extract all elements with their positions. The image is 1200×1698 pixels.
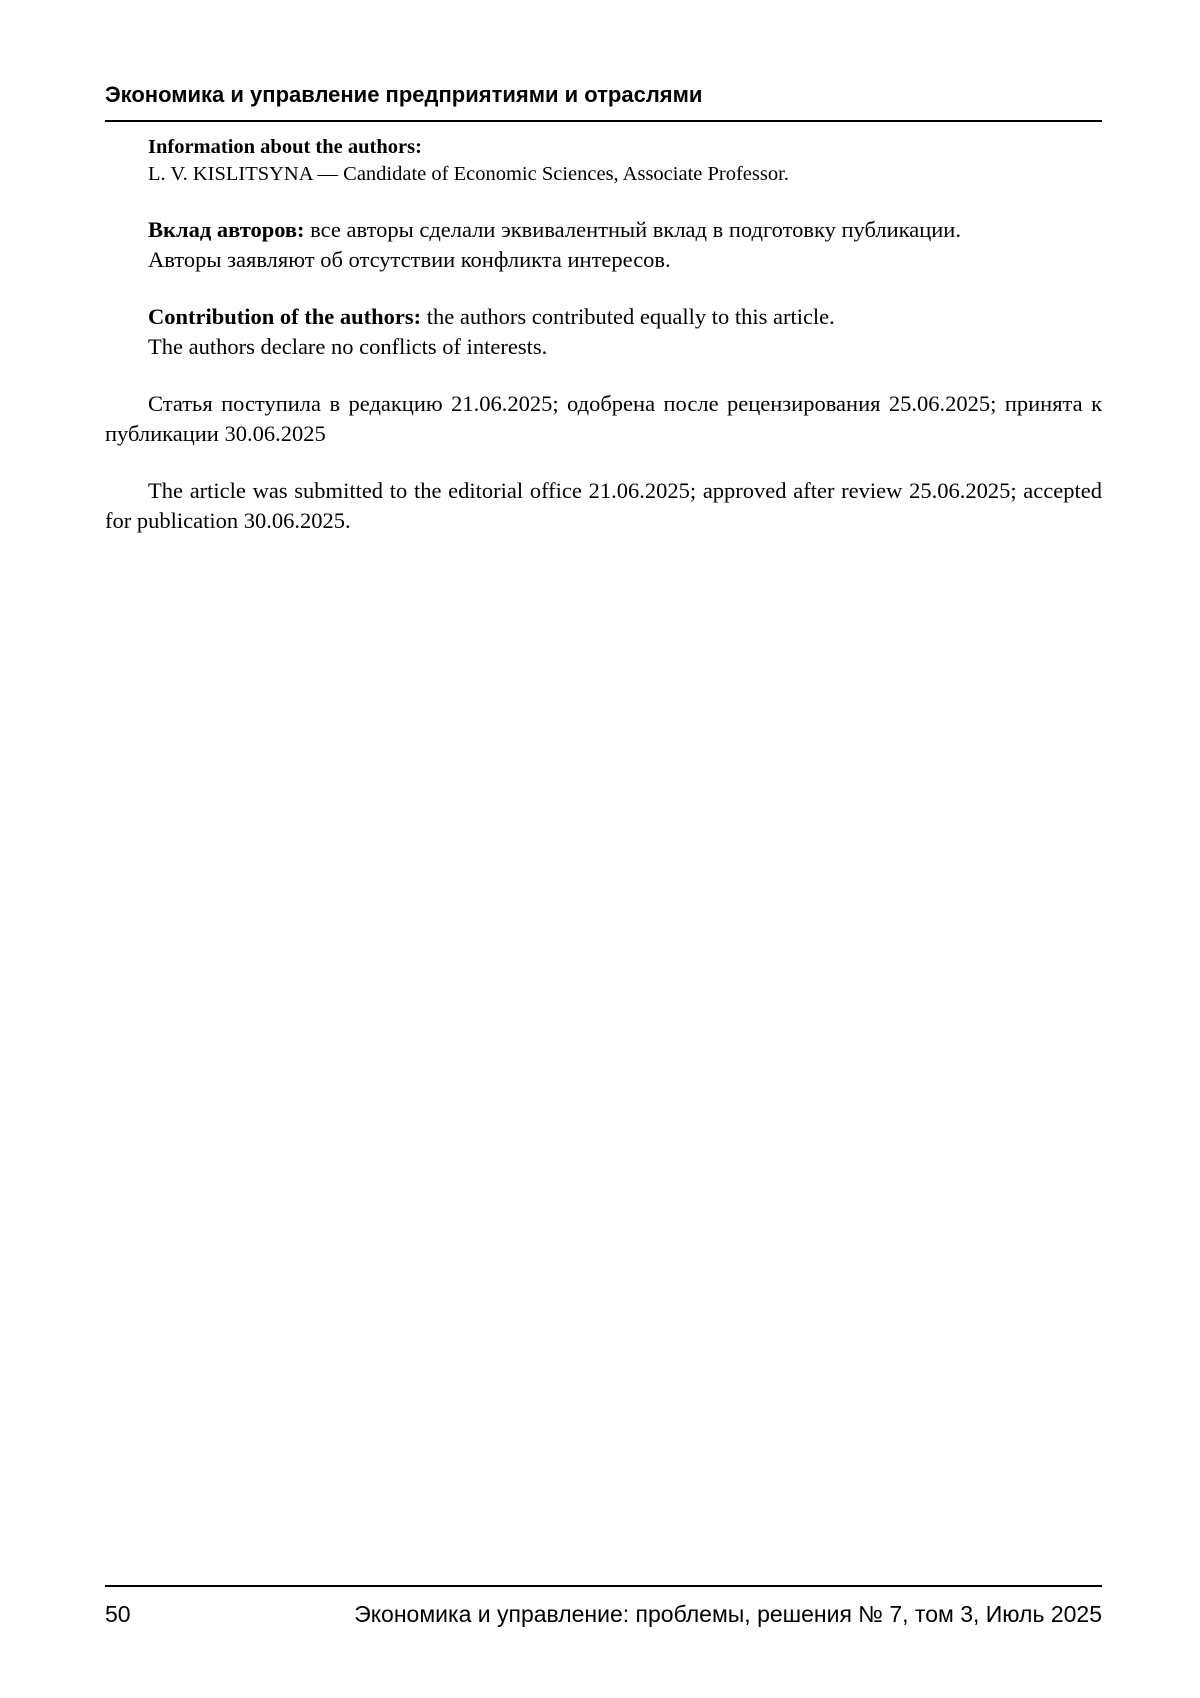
footer-rule [105,1585,1102,1587]
page-number: 50 [105,1601,131,1627]
author-line: L. V. KISLITSYNA — Candidate of Economic Sciences, Associate Professor. [148,163,789,185]
page-footer [105,1598,1102,1630]
contribution-ru-text: все авторы сделали эквивалентный вклад в подготовку публикации. [304,217,961,242]
conflict-en: The authors declare no conflicts of interests. [148,334,548,359]
article-end-matter [105,134,1102,536]
contribution-ru-label: Вклад авторов: [148,217,305,242]
dates-en: The article was submitted to the editorial office 21.06.2025; approved after review 25.06.2025; accepted for publication 30.06.2025. [105,478,1102,533]
contribution-en-label: Contribution of the authors: [148,304,422,329]
running-title: Экономика и управление предприятиями и отраслями [105,82,703,107]
dates-ru: Статья поступила в редакцию 21.06.2025; одобрена после рецензирования 25.06.2025; принята к публикации 30.06.2025 [105,391,1102,446]
authors-info [105,134,1102,188]
contribution-ru [105,215,1102,275]
conflict-ru: Авторы заявляют об отсутствии конфликта интересов. [148,247,671,272]
journal-issue: Экономика и управление: проблемы, решения № 7, том 3, Июль 2025 [354,1601,1102,1627]
header-rule [105,120,1102,122]
contribution-en [105,302,1102,362]
contribution-en-text: the authors contributed equally to this article. [421,304,835,329]
authors-info-heading: Information about the authors: [148,136,422,158]
